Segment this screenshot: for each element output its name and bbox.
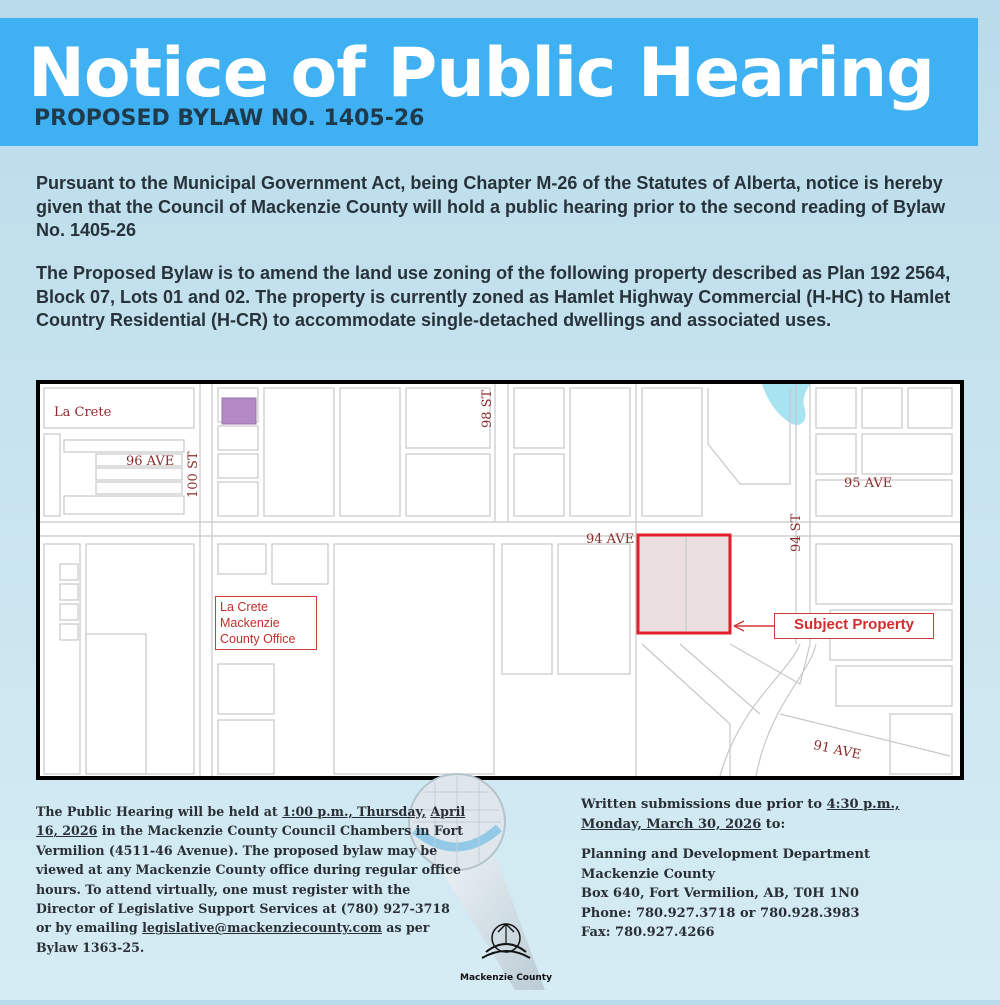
submissions-time: 4:30 p.m., <box>826 797 900 812</box>
contact-organization: Mackenzie County <box>581 866 716 882</box>
submissions-text-a: Written submissions due prior to <box>581 797 827 812</box>
hearing-text-a: The Public Hearing will be held at <box>36 804 283 819</box>
street-label-94-ave: 94 AVE <box>586 532 635 547</box>
office-label-line-1: La Crete <box>220 600 268 614</box>
hearing-text-c: as per Bylaw 1363-25. <box>36 920 430 955</box>
subject-property-outline <box>638 535 730 633</box>
street-label-91-ave: 91 AVE <box>811 738 863 763</box>
contact-department: Planning and Development Department <box>581 847 871 862</box>
street-label-100-st: 100 ST <box>186 451 201 498</box>
hearing-date: April 16, 2026 <box>36 804 466 839</box>
contact-block <box>581 845 981 943</box>
county-logo <box>460 918 552 983</box>
hearing-email-link[interactable]: legislative@mackenziecounty.com <box>142 920 382 936</box>
county-office-label <box>215 596 317 650</box>
office-label-line-3: County Office <box>220 632 296 646</box>
submission-deadline <box>581 795 981 834</box>
contact-phone: Phone: 780.927.3718 or 780.928.3983 <box>581 905 860 921</box>
street-label-98-st: 98 ST <box>480 389 495 428</box>
contact-address: Box 640, Fort Vermilion, AB, T0H 1N0 <box>581 886 860 902</box>
bylaw-subtitle: PROPOSED BYLAW NO. 1405-26 <box>34 106 425 131</box>
map-lines <box>40 384 960 776</box>
location-map <box>36 380 964 780</box>
street-label-96-ave: 96 AVE <box>126 454 175 469</box>
contact-fax: Fax: 780.927.4266 <box>581 925 715 941</box>
logo-text: Mackenzie County <box>460 973 552 983</box>
hearing-text-b: in the Mackenzie County Council Chambers in Fort Vermilion (4511-46 Avenue). The proposed bylaw may be viewed at any Mackenzie County office during regular office hours. To attend virtually, one must register with the Director of Legislative Support Services at (780) 927-3718 or by emailing <box>36 823 464 936</box>
town-label: La Crete <box>54 405 112 420</box>
mackenzie-county-logo-icon <box>476 918 536 966</box>
page-title: Notice of Public Hearing <box>28 34 934 113</box>
hearing-time: 1:00 p.m., Thursday, <box>282 804 426 819</box>
office-marker <box>222 398 256 424</box>
hearing-details <box>36 802 466 957</box>
intro-paragraph-1: Pursuant to the Municipal Government Act, being Chapter M-26 of the Statutes of Alberta, notice is hereby given that the Council of Mackenzie County will hold a public hearing prior to the second reading of Bylaw No. 1405-26 <box>36 173 946 240</box>
street-label-95-ave: 95 AVE <box>844 476 893 491</box>
intro-paragraph-2: The Proposed Bylaw is to amend the land use zoning of the following property described as Plan 192 2564, Block 07, Lots 01 and 02. The property is currently zoned as Hamlet Highway Commercial (H-HC) to Hamlet Country Residential (H-CR) to accommodate single-detached dwellings and associated uses. <box>36 263 951 330</box>
subject-property-label: Subject Property <box>774 613 934 639</box>
submissions-date: Monday, March 30, 2026 <box>581 816 762 832</box>
office-label-line-2: Mackenzie <box>220 616 280 630</box>
street-label-94-st: 94 ST <box>789 513 804 552</box>
submissions-text-b: to: <box>761 816 786 832</box>
water-feature <box>762 384 810 425</box>
title-banner <box>0 18 978 146</box>
